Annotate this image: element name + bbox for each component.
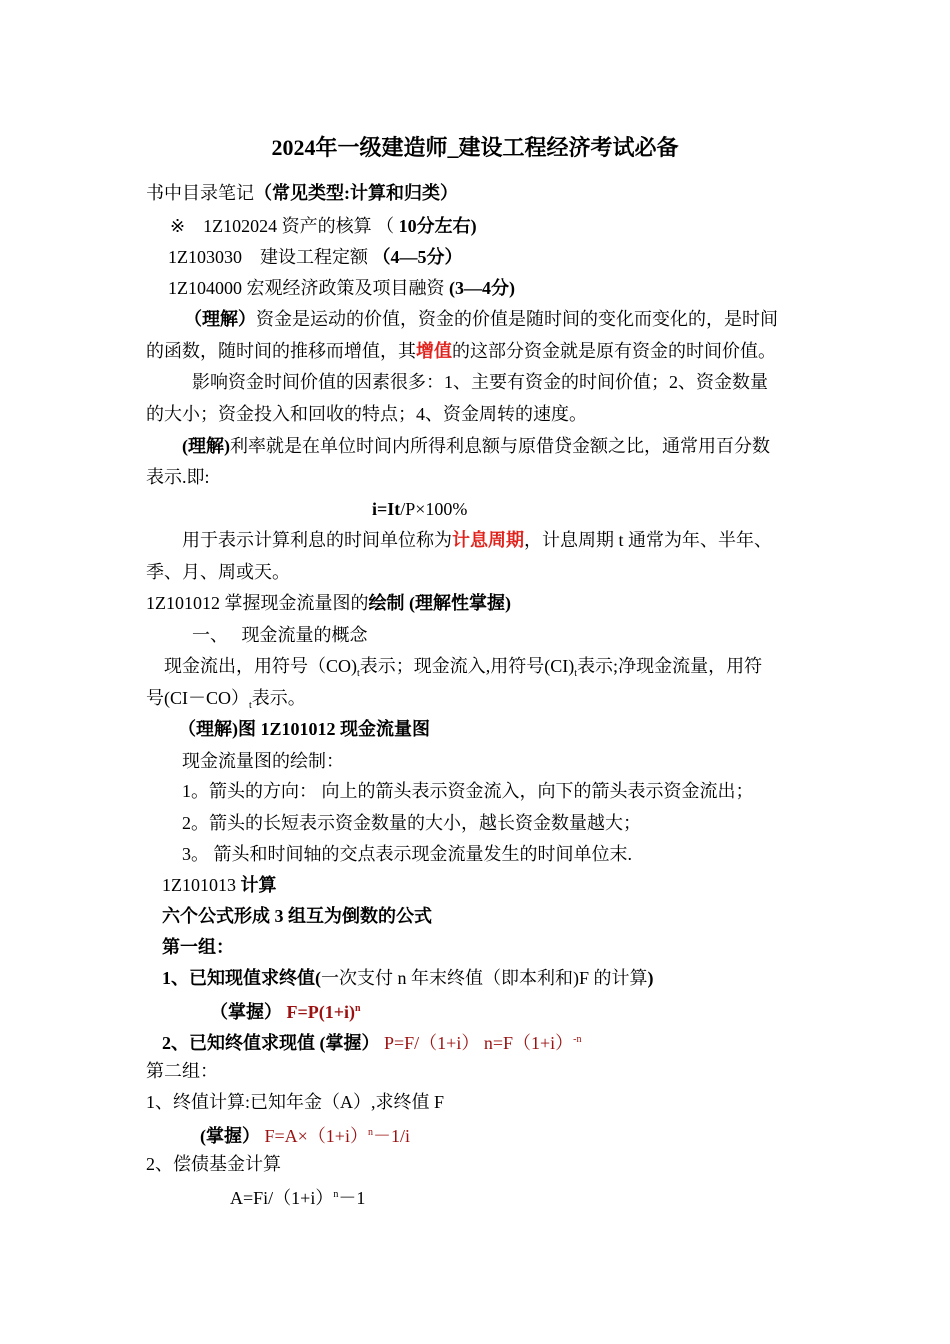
group-1-formula-1 bbox=[210, 998, 361, 1023]
toc-item-1 bbox=[170, 215, 477, 237]
p3-text-a: 利率就是在单位时间内所得利息额与原借贷金额之比，通常用百分数 bbox=[230, 436, 770, 456]
formula-sup: n bbox=[333, 1189, 339, 1200]
toc-item-1-score: 10分左右) bbox=[394, 216, 477, 236]
cashflow-def-line-2 bbox=[146, 687, 306, 717]
formula-a-f: A=Fi/（1+i） bbox=[230, 1188, 334, 1208]
p2-line-2: 的大小；资金投入和回收的特点；4、资金周转的速度。 bbox=[146, 404, 587, 424]
six-formulas-heading: 六个公式形成 3 组互为倒数的公式 bbox=[162, 906, 432, 926]
p4-highlight: 计息周期 bbox=[452, 530, 524, 550]
cf-text-d: 号(CI－CO） bbox=[146, 688, 249, 708]
p4-line-2: 季、月、周或天。 bbox=[146, 562, 290, 582]
toc-item-2-score: （4—5分） bbox=[368, 247, 463, 267]
p3-line-2: 表示.即: bbox=[146, 467, 210, 487]
cashflow-concept-heading: 一、 现金流量的概念 bbox=[192, 625, 368, 645]
toc-item-3-text: 1Z104000 宏观经济政策及项目融资 bbox=[168, 278, 445, 298]
g1i2-bold: 2、已知终值求现值 (掌握） bbox=[162, 1033, 380, 1053]
formula-f-a: F=A×（1+i） bbox=[260, 1126, 368, 1146]
calc-label: 计算 bbox=[240, 875, 277, 895]
cf-text-a: 现金流出，用符号（CO) bbox=[164, 656, 357, 676]
cf-sub-3: t bbox=[249, 700, 252, 711]
formula-sup: n bbox=[355, 1003, 361, 1014]
interest-rate-formula bbox=[372, 498, 467, 520]
p1-line-1 bbox=[184, 308, 778, 330]
toc-item-3 bbox=[168, 277, 515, 299]
page-title: 2024年一级建造师_建设工程经济考试必备 bbox=[271, 135, 679, 160]
p1-text-b: 的函数，随时间的推移而增值，其 bbox=[146, 341, 416, 361]
p4-line-1 bbox=[182, 529, 772, 551]
formula-bold: i=It bbox=[372, 499, 401, 519]
section-bold-b: (理解性掌握) bbox=[404, 593, 511, 613]
p1-text-a: 资金是运动的价值，资金的价值是随时间的变化而变化的，是时间 bbox=[256, 309, 778, 329]
g1i1-bold: 1、已知现值求终值( bbox=[162, 968, 321, 988]
drawing-heading: 现金流量图的绘制： bbox=[182, 751, 344, 771]
p1-text-c: 的这部分资金就是原有资金的时间价值。 bbox=[452, 341, 776, 361]
group-1-item-1 bbox=[162, 967, 654, 989]
toc-item-1-text: ※ 1Z102024 资产的核算 （ bbox=[170, 216, 395, 236]
group-2-formula-1 bbox=[200, 1122, 410, 1147]
understand-tag: (理解) bbox=[182, 436, 230, 456]
group-1-heading: 第一组： bbox=[162, 937, 234, 957]
toc-intro-text: 书中目录笔记 bbox=[146, 183, 254, 203]
group-2-formula-2 bbox=[230, 1184, 365, 1209]
p1-highlight: 增值 bbox=[416, 341, 452, 361]
drawing-rule-2: 2。箭头的长短表示资金数量的大小，越长资金数量越大； bbox=[182, 813, 641, 833]
master-tag: （掌握） bbox=[210, 1002, 282, 1022]
toc-intro bbox=[146, 182, 458, 204]
drawing-rule-3: 3。 箭头和时间轴的交点表示现金流量发生的时间单位末. bbox=[182, 844, 632, 864]
toc-intro-bold: （常见类型:计算和归类） bbox=[254, 183, 458, 203]
group-2-item-2: 2、偿债基金计算 bbox=[146, 1154, 281, 1174]
cf-text-c: 表示;净现金流量，用符 bbox=[577, 656, 763, 676]
cf-sub-2: t bbox=[574, 668, 578, 679]
formula-f-p: F=P(1+i) bbox=[282, 1002, 355, 1022]
section-cashflow-heading bbox=[146, 592, 511, 614]
cf-sub-1: t bbox=[357, 668, 360, 679]
understand-tag: （理解） bbox=[184, 309, 256, 329]
g1i1-text: 一次支付 n 年末终值（即本利和)F 的计算 bbox=[321, 968, 648, 988]
p4-text-a: 用于表示计算利息的时间单位称为 bbox=[182, 530, 452, 550]
cf-text-b: 表示；现金流入,用符号(CI) bbox=[359, 656, 575, 676]
figure-caption: （理解)图 1Z101012 现金流量图 bbox=[178, 719, 430, 739]
p3-line-1 bbox=[182, 435, 770, 457]
formula-f-a-tail: －1/i bbox=[372, 1126, 410, 1146]
p4-text-b: ，计息周期 t 通常为年、半年、 bbox=[524, 530, 772, 550]
group-2-item-1: 1、终值计算:已知年金（A）,求终值 F bbox=[146, 1092, 445, 1112]
calc-heading bbox=[162, 874, 277, 896]
toc-item-2 bbox=[168, 246, 463, 268]
calc-code: 1Z101013 bbox=[162, 875, 241, 895]
toc-item-3-score: (3—4分) bbox=[444, 278, 515, 298]
formula-sup: n bbox=[367, 1127, 373, 1138]
g1i1-close: ) bbox=[647, 968, 654, 988]
group-2-heading: 第二组： bbox=[146, 1061, 218, 1081]
section-bold-a: 绘制 bbox=[368, 593, 405, 613]
master-tag: (掌握） bbox=[200, 1126, 260, 1146]
toc-item-2-text: 1Z103030 建设工程定额 bbox=[168, 247, 368, 267]
cf-text-e: 表示。 bbox=[251, 688, 306, 708]
group-1-item-2 bbox=[162, 1029, 581, 1054]
formula-a-f-tail: －1 bbox=[338, 1188, 366, 1208]
cashflow-def-line-1 bbox=[164, 655, 762, 685]
p2-line-1: 影响资金时间价值的因素很多：1、主要有资金的时间价值；2、资金数量 bbox=[192, 372, 768, 392]
section-code: 1Z101012 掌握现金流量图的 bbox=[146, 593, 369, 613]
drawing-rule-1: 1。箭头的方向： 向上的箭头表示资金流入，向下的箭头表示资金流出； bbox=[182, 781, 754, 801]
formula-sup: -n bbox=[573, 1034, 582, 1045]
formula-p-f: P=F/（1+i） n=F（1+i） bbox=[379, 1033, 574, 1053]
formula-rest: /P×100% bbox=[400, 499, 468, 519]
p1-line-2 bbox=[146, 340, 776, 362]
